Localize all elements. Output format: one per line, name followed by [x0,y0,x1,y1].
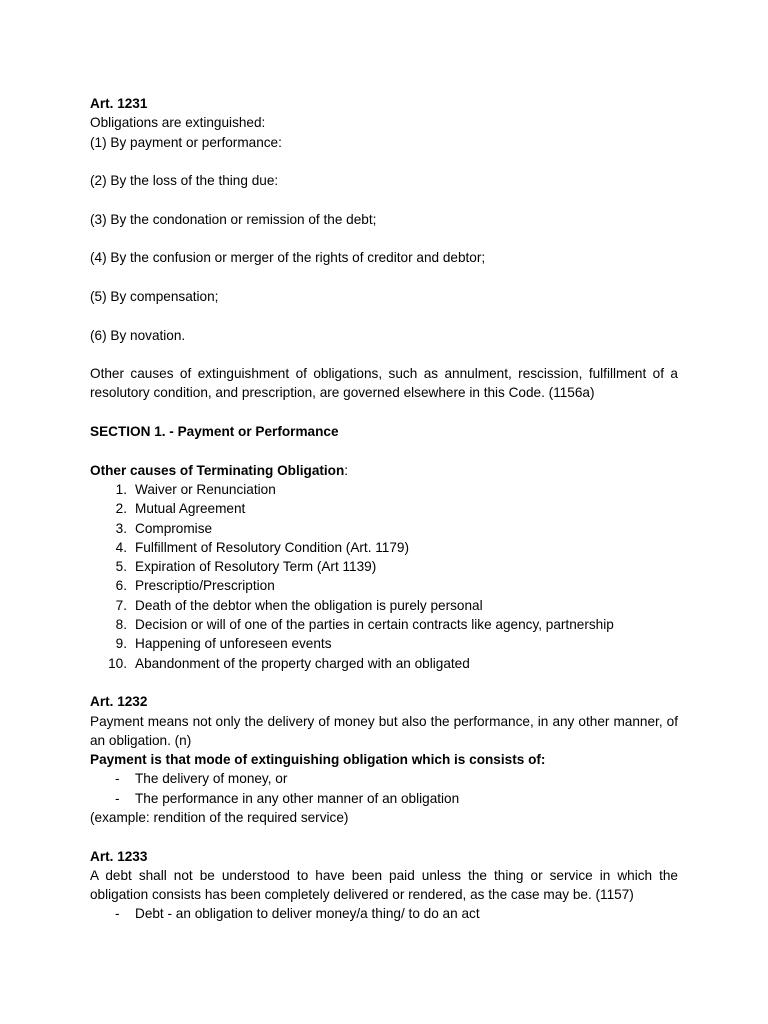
list-item-text: Decision or will of one of the parties in certain contracts like agency, partnership [135,617,614,633]
art-1233-text: A debt shall not be understood to have been paid unless the thing or service in which the obligation consists has been completely delivered or rendered, as the case may be. (1157) [90,867,678,903]
list-item [90,596,678,615]
list-item [90,519,678,538]
art-1231-heading: Art. 1231 [90,96,148,111]
art-1232-heading: Art. 1232 [90,694,148,710]
list-item-text: The performance in any other manner of an obligation [135,790,460,806]
list-item-text: Abandonment of the property charged with an obligated [135,655,470,671]
terminating-causes-list [90,480,678,673]
section-1-list-title [90,461,678,480]
list-item-number: 2. [115,501,127,517]
list-item-number: 4. [115,539,127,555]
list-item-number: 10. [108,655,127,671]
list-item-text: Waiver or Renunciation [135,481,276,497]
list-item-number: 9. [115,636,127,652]
art-1232-text: Payment means not only the delivery of money but also the performance, in any other manner, of an obligation. (n) [90,713,678,748]
list-item [90,615,678,634]
list-item-text: Death of the debtor when the obligation is purely personal [135,597,483,613]
list-item [90,480,678,499]
art-1231-item-5: (5) By compensation; [90,288,219,304]
list-item [90,538,678,557]
list-item [90,576,678,595]
list-item [90,557,678,576]
list-item-text: Compromise [135,520,213,536]
list-title-text: Other causes of Terminating Obligation [90,462,345,478]
dash-marker: - [115,771,120,787]
art-1232-bullets [90,769,678,808]
list-item-text: Debt - an obligation to deliver money/a thing/ to do an act [135,906,480,922]
list-item [90,789,678,808]
art-1231-item-3: (3) By the condonation or remission of the debt; [90,211,377,227]
list-item [90,904,678,923]
list-title-suffix: : [344,462,349,478]
list-item-number: 5. [115,559,127,575]
list-item-number: 3. [115,520,127,536]
art-1231-item-2: (2) By the loss of the thing due: [90,173,279,189]
list-item-text: Happening of unforeseen events [135,636,332,652]
dash-marker: - [115,906,120,922]
list-item-number: 7. [115,597,127,613]
section-1-heading: SECTION 1. - Payment or Performance [90,424,339,440]
art-1231-item-4: (4) By the confusion or merger of the rights of creditor and debtor; [90,250,486,266]
list-item-number: 1. [115,481,127,497]
art-1231-item-1: (1) By payment or performance: [90,134,282,150]
art-1233-heading: Art. 1233 [90,848,148,864]
art-1232-example: (example: rendition of the required service) [90,809,349,825]
list-item-number: 8. [115,617,127,633]
list-item [90,654,678,673]
list-item-text: Fulfillment of Resolutory Condition (Art. 1179) [135,539,410,555]
list-item [90,499,678,518]
art-1231-intro: Obligations are extinguished: [90,115,266,131]
art-1233-bullets [90,904,678,923]
list-item [90,634,678,653]
art-1231-other-causes: Other causes of extinguishment of obligations, such as annulment, rescission, fulfillment of a resolutory condition, and prescription, are governed elsewhere in this Code. (1156a) [90,366,678,401]
list-item-text: Expiration of Resolutory Term (Art 1139) [135,559,377,575]
art-1232-bold-line: Payment is that mode of extinguishing obligation which is consists of: [90,752,546,768]
art-1231-item-6: (6) By novation. [90,327,186,343]
list-item-number: 6. [115,578,127,594]
list-item-text: Mutual Agreement [135,501,246,517]
list-item [90,769,678,788]
list-item-text: Prescriptio/Prescription [135,578,275,594]
list-item-text: The delivery of money, or [135,771,288,787]
dash-marker: - [115,790,120,806]
